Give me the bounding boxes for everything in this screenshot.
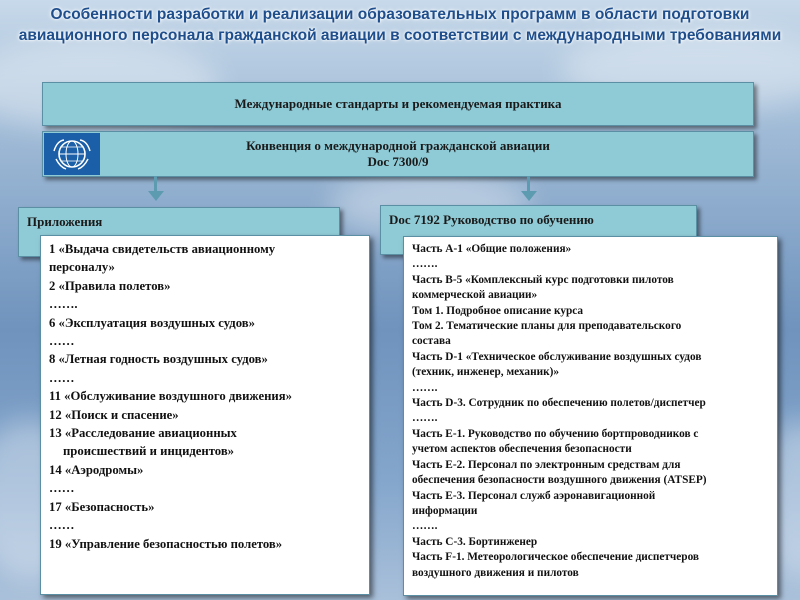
page-title-line-2: авиационного персонала гражданской авиации в соответствии с международными требованиями — [18, 27, 782, 44]
manual-item: информации — [412, 504, 478, 517]
standards-bar-label: Международные стандарты и рекомендуемая практика — [234, 96, 562, 111]
convention-bar — [42, 131, 754, 177]
manual-item: (техник, инженер, механик)» — [412, 366, 560, 379]
manual-item: обеспечения безопасности воздушного движения (ATSEP) — [412, 474, 707, 487]
connector-arrow-left-head — [148, 191, 164, 201]
annex-item: 13 «Расследование авиационных — [49, 426, 237, 441]
manual-item: Часть А-1 «Общие положения» — [412, 243, 572, 255]
manual-item: Часть D-1 «Техническое обслуживание воздушных судов — [412, 350, 702, 363]
annex-item: …… — [49, 334, 75, 349]
page-title — [0, 4, 800, 46]
manual-item: Том 1. Подробное описание курса — [412, 304, 584, 317]
manual-item: Часть Е-2. Персонал по электронным средствам для — [412, 458, 681, 471]
manual-item: учетом аспектов обеспечения безопасности — [412, 443, 632, 456]
page-title-line-1: Особенности разработки и реализации образовательных программ в области подготовки — [50, 6, 750, 23]
annex-item: ……. — [49, 297, 78, 312]
annexes-list-panel — [40, 235, 370, 595]
manual-item: Часть Е-3. Персонал служб аэронавигационной — [412, 489, 656, 502]
annex-item: 8 «Летная годность воздушных судов» — [49, 352, 268, 367]
standards-bar — [42, 82, 754, 126]
annex-item: 11 «Обслуживание воздушного движения» — [49, 389, 292, 404]
annex-item: …… — [49, 518, 75, 533]
annex-item: 2 «Правила полетов» — [49, 278, 171, 293]
manual-item: состава — [412, 335, 451, 348]
annexes-heading: Приложения — [27, 214, 103, 229]
convention-title: Конвенция о международной гражданской авиации — [246, 138, 550, 153]
convention-doc-number: Doc 7300/9 — [367, 154, 429, 169]
connector-arrow-right-head — [521, 191, 537, 201]
manual-item: Часть Е-1. Руководство по обучению бортпроводников с — [412, 427, 699, 440]
annex-item: 14 «Аэродромы» — [49, 462, 144, 477]
training-manual-heading: Doc 7192 Руководство по обучению — [389, 212, 594, 227]
manual-item: ……. — [412, 412, 438, 425]
annex-item: 12 «Поиск и спасение» — [49, 407, 179, 422]
annex-item: 6 «Эксплуатация воздушных судов» — [49, 315, 255, 330]
annex-item: 17 «Безопасность» — [49, 499, 155, 514]
annex-item: персоналу» — [49, 260, 115, 275]
manual-item: Часть С-3. Бортинженер — [412, 535, 538, 548]
connector-arrow-left-shaft — [154, 176, 157, 192]
annex-item: происшествий и инцидентов» — [63, 444, 235, 459]
annex-item: …… — [49, 370, 75, 385]
manual-item: Часть D-3. Сотрудник по обеспечению полетов/диспетчер — [412, 397, 706, 410]
manual-item: Том 2. Тематические планы для преподавательского — [412, 320, 682, 333]
manual-item: Часть В-5 «Комплексный курс подготовки пилотов — [412, 273, 674, 286]
manual-item: коммерческой авиации» — [412, 289, 538, 302]
training-manual-list-panel — [403, 236, 778, 596]
annex-item: 1 «Выдача свидетельств авиационному — [49, 242, 276, 256]
manual-item: ……. — [412, 520, 438, 533]
manual-item: Часть F-1. Метеорологическое обеспечение диспетчеров — [412, 551, 700, 564]
annex-item: …… — [49, 481, 75, 496]
annex-item: 19 «Управление безопасностью полетов» — [49, 536, 283, 551]
manual-item: ……. — [412, 381, 438, 394]
connector-arrow-right-shaft — [527, 176, 530, 192]
manual-item: ……. — [412, 258, 438, 271]
manual-item: воздушного движения и пилотов — [412, 566, 579, 579]
